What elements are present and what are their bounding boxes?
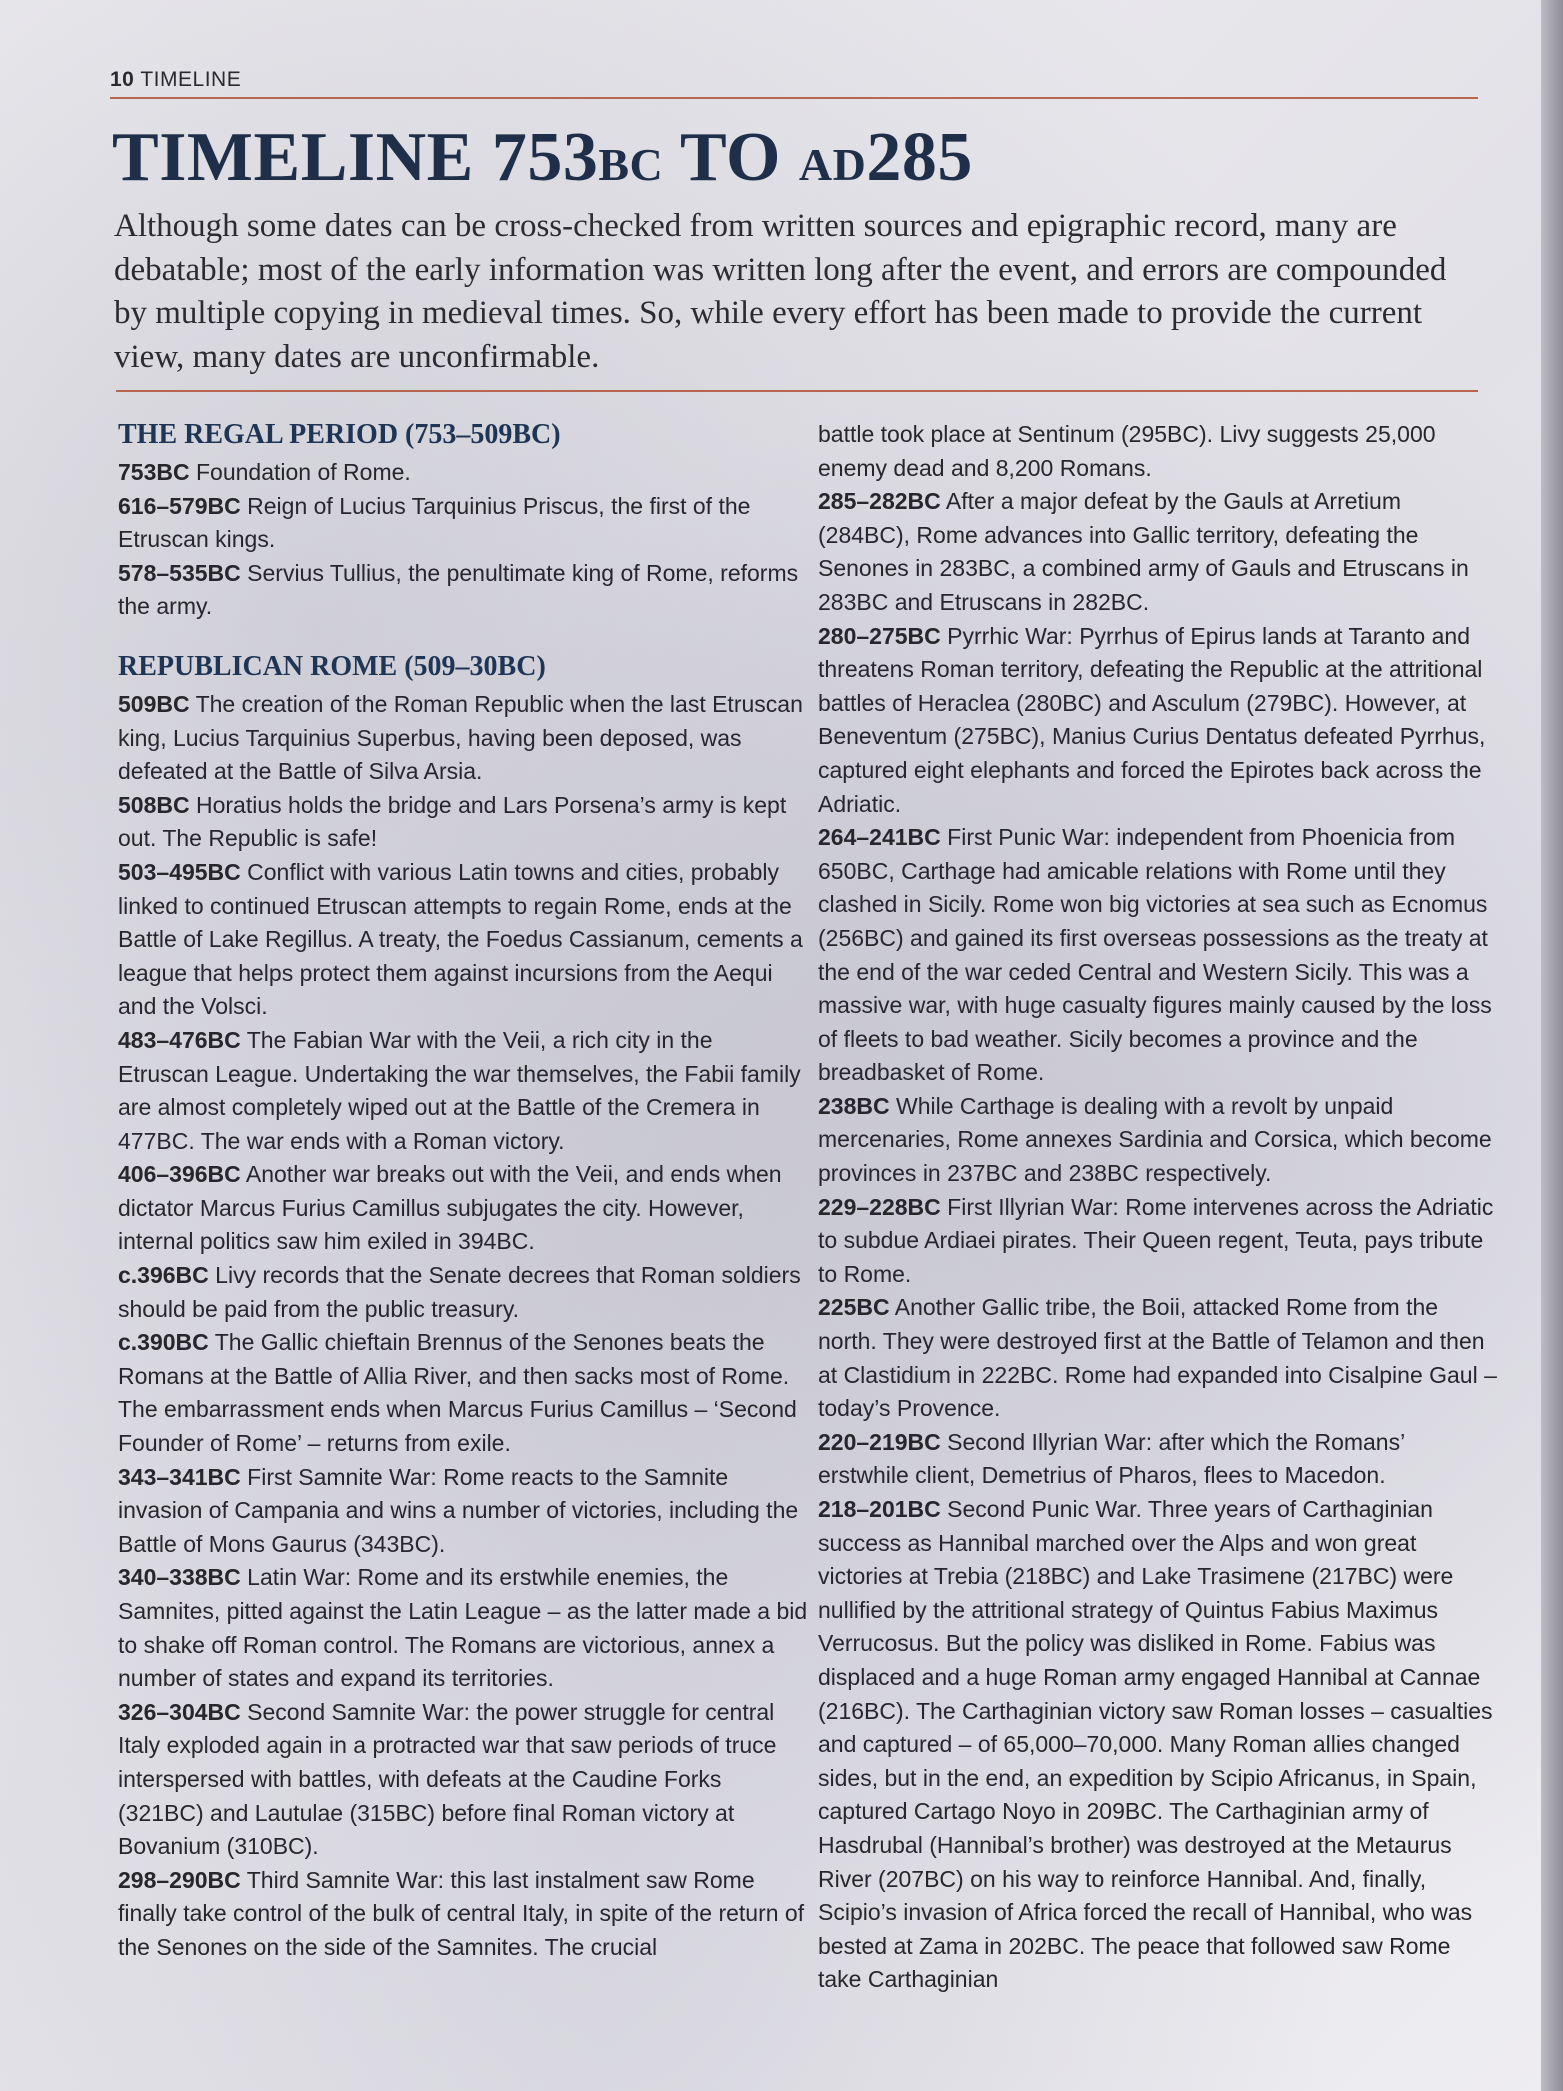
timeline-entry [118, 1864, 808, 1965]
entry-date: 280–275BC [818, 622, 941, 649]
entry-text: Another Gallic tribe, the Boii, attacked Rome from the north. They were destroyed first at the Battle of Telamon and then at Clastidium in 222BC. Rome had expanded into Cisalpine Gaul – today’s Provence. [818, 1294, 1497, 1422]
entry-text: Livy records that the Senate decrees that Roman soldiers should be paid from the public treasury. [118, 1262, 801, 1322]
continuation-text: battle took place at Sentinum (295BC). Livy suggests 25,000 enemy dead and 8,200 Romans. [818, 421, 1436, 481]
entry-text: First Punic War: independent from Phoenicia from 650BC, Carthage had amicable relations with Rome until they clashed in Sicily. Rome won big victories at sea such as Ecnomus (256BC) and gained its first overseas possessions as the treaty at the end of the war ceded Central and Western Sicily. This was a massive war, with huge casualty figures mainly caused by the loss of fleets to bad weather. Sicily becomes a province and the breadbasket of Rome. [818, 824, 1492, 1086]
entry-date: 326–304BC [118, 1698, 241, 1725]
title-part-2: TO [663, 119, 799, 196]
section-heading-republic: REPUBLICAN ROME (509–30BC) [118, 650, 546, 682]
entry-date: 298–290BC [118, 1866, 241, 1893]
title-bc: BC [598, 139, 664, 190]
page-title [112, 118, 973, 198]
entry-text: Foundation of Rome. [189, 459, 411, 485]
timeline-entry [118, 688, 808, 789]
entry-text: Second Illyrian War: after which the Romans’ erstwhile client, Demetrius of Pharos, flees to Macedon. [818, 1428, 1405, 1489]
timeline-entry [818, 485, 1498, 619]
timeline-entry [818, 1493, 1498, 1997]
title-part-3: 285 [866, 119, 973, 196]
timeline-entry [118, 856, 808, 1024]
entry-date: 483–476BC [118, 1026, 241, 1053]
section-heading-regal: THE REGAL PERIOD (753–509BC) [118, 419, 561, 450]
entry-text: Another war breaks out with the Veii, and ends when dictator Marcus Furius Camillus subjugates the city. However, internal politics saw him exiled in 394BC. [118, 1161, 782, 1255]
timeline-entry [118, 557, 808, 624]
entry-text: First Illyrian War: Rome intervenes across the Adriatic to subdue Ardiaei pirates. Their Queen regent, Teuta, pays tribute to Rome. [818, 1193, 1494, 1287]
entry-date: 509BC [118, 690, 190, 717]
entry-date: c.396BC [118, 1262, 209, 1289]
title-ad: AD [798, 139, 867, 190]
timeline-entry [118, 1561, 808, 1695]
entry-text: The Gallic chieftain Brennus of the Senones beats the Romans at the Battle of Allia River, and then sacks most of Rome. The embarrassment ends when Marcus Furius Camillus – ‘Second Founder of Rome’ – returns from exile. [118, 1329, 797, 1457]
entry-date: 225BC [818, 1294, 890, 1321]
right-column [818, 418, 1498, 1997]
running-head [110, 68, 241, 92]
entry-text: Third Samnite War: this last instalment saw Rome finally take control of the bulk of central Italy, in spite of the return of the Senones on the side of the Samnites. The crucial [118, 1866, 805, 1960]
entry-date: 229–228BC [818, 1193, 941, 1220]
entry-text: While Carthage is dealing with a revolt by unpaid mercenaries, Rome annexes Sardinia and Corsica, which become provinces in 237BC and 238BC respectively. [818, 1092, 1492, 1187]
timeline-entry [818, 1191, 1498, 1292]
entry-date: 343–341BC [118, 1463, 241, 1490]
timeline-entry [118, 1024, 808, 1158]
entry-text: Conflict with various Latin towns and cities, probably linked to continued Etruscan attempts to regain Rome, ends at the Battle of Lake Regillus. A treaty, the Foedus Cassianum, cements a league that helps protect them against incursions from the Aequi and the Volsci. [118, 858, 803, 1020]
entry-date: 508BC [118, 791, 190, 818]
timeline-entry [118, 1696, 808, 1864]
timeline-entry [118, 1461, 808, 1562]
timeline-entry [118, 456, 808, 490]
timeline-entry [818, 1291, 1498, 1425]
intro-rule [116, 390, 1478, 392]
entry-text: Pyrrhic War: Pyrrhus of Epirus lands at Taranto and threatens Roman territory, defeating the Republic at the attritional battles of Heraclea (280BC) and Asculum (279BC). However, at Beneventum (275BC), Manius Curius Dentatus defeated Pyrrhus, captured eight elephants and forced the Epirotes back across the Adriatic. [818, 622, 1486, 817]
entry-text: First Samnite War: Rome reacts to the Samnite invasion of Campania and wins a number of victories, including the Battle of Mons Gaurus (343BC). [118, 1463, 799, 1557]
entry-date: 264–241BC [818, 824, 941, 851]
republic-entries [118, 688, 808, 1965]
entry-date: 220–219BC [818, 1428, 941, 1455]
page-gutter-edge [1541, 0, 1563, 2091]
regal-entries [118, 456, 808, 624]
entry-text: Second Punic War. Three years of Carthaginian success as Hannibal marched over the Alps and won great victories at Trebia (218BC) and Lake Trasimene (217BC) were nullified by the attritional strategy of Quintus Fabius Maximus Verrucosus. But the policy was disliked in Rome. Fabius was displaced and a huge Roman army engaged Hannibal at Cannae (216BC). The Carthaginian victory saw Roman losses – casualties and captured – of 65,000–70,000. Many Roman allies changed sides, but in the end, an expedition by Scipio Africanus, in Spain, captured Cartago Noyo in 209BC. The Carthaginian army of Hasdrubal (Hannibal’s brother) was destroyed at the Metaurus River (207BC) on his way to reinforce Hannibal. And, finally, Scipio’s invasion of Africa forced the recall of Hannibal, who was bested at Zama in 202BC. The peace that followed saw Rome take Carthaginian [818, 1496, 1493, 1993]
entry-text: Horatius holds the bridge and Lars Porsena’s army is kept out. The Republic is safe! [118, 791, 787, 852]
timeline-entry [118, 1326, 808, 1460]
entry-date: 406–396BC [118, 1161, 241, 1188]
entry-date: 285–282BC [818, 488, 941, 515]
timeline-entry [818, 1090, 1498, 1191]
top-rule [110, 97, 1478, 99]
timeline-entry [118, 1259, 808, 1326]
timeline-entry [818, 821, 1498, 1090]
intro-paragraph: Although some dates can be cross-checked from written sources and epigraphic record, many are debatable; most of the early information was written long after the event, and errors are compounded by multiple copying in medieval times. So, while every effort has been made to provide the current view, many dates are unconfirmable. [114, 208, 1447, 375]
entry-date: 218–201BC [818, 1496, 941, 1522]
timeline-entry [818, 620, 1498, 822]
running-head-section: TIMELINE [140, 68, 242, 91]
entry-date: 578–535BC [118, 559, 241, 586]
entry-date: 616–579BC [118, 492, 241, 519]
entry-date: 238BC [818, 1092, 890, 1119]
entry-text: Second Samnite War: the power struggle for central Italy exploded again in a protracted war that saw periods of truce interspersed with battles, with defeats at the Caudine Forks (321BC) and Lautulae (315BC) before final Roman victory at Bovanium (310BC). [118, 1698, 777, 1860]
timeline-entry [818, 1426, 1498, 1493]
entry-text: The creation of the Roman Republic when the last Etruscan king, Lucius Tarquinius Superbus, having been deposed, was defeated at the Battle of Silva Arsia. [118, 690, 803, 785]
entry-text: After a major defeat by the Gauls at Arretium (284BC), Rome advances into Gallic territory, defeating the Senones in 283BC, a combined army of Gauls and Etruscans in 283BC and Etruscans in 282BC. [818, 488, 1469, 615]
entry-date: 503–495BC [118, 858, 241, 885]
page-number: 10 [110, 68, 135, 91]
entry-date: 340–338BC [118, 1564, 241, 1591]
entry-date: 753BC [118, 459, 190, 485]
entry-text: Latin War: Rome and its erstwhile enemies, the Samnites, pitted against the Latin League – as the latter made a bid to shake off Roman control. The Romans are victorious, annex a number of states and expand its territories. [118, 1564, 808, 1692]
entry-text: Reign of Lucius Tarquinius Priscus, the first of the Etruscan kings. [118, 492, 751, 553]
timeline-entry [118, 1158, 808, 1259]
left-column [118, 418, 808, 1965]
timeline-entry [118, 490, 808, 557]
timeline-entry [118, 789, 808, 856]
entry-text: The Fabian War with the Veii, a rich city in the Etruscan League. Undertaking the war themselves, the Fabii family are almost completely wiped out at the Battle of the Cremera in 477BC. The war ends with a Roman victory. [118, 1026, 801, 1154]
title-part-1: TIMELINE 753 [112, 119, 599, 196]
entry-text: Servius Tullius, the penultimate king of Rome, reforms the army. [118, 559, 799, 620]
entry-date: c.390BC [118, 1329, 209, 1356]
right-entries [818, 485, 1498, 1997]
